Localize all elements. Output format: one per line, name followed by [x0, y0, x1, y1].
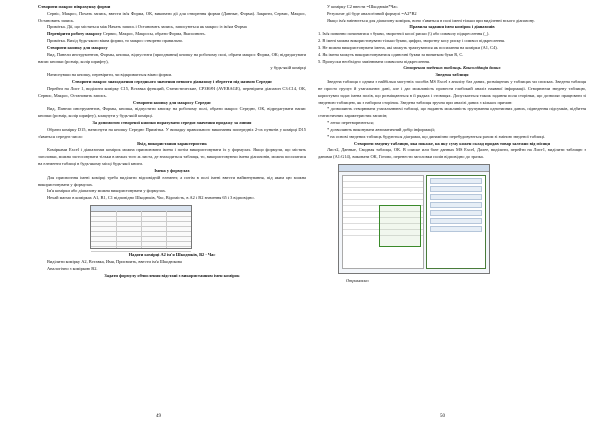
note: Примітка. Дії, що містяться між Начать запись і Остановить запись, записуються як макрос із ім'ям Форма	[47, 24, 247, 30]
heading-pivot-table: Зведена таблиця	[435, 72, 469, 78]
paragraph: Сервіс, Макрос, Почать запись, ввести ім'я Форма, ОК, виконати дії для створення форми (Данные, Форма). Закрити, Сервис, Макрос, Остановить запись.	[38, 10, 306, 23]
paragraph: Виділити комірку A2, Вставка, Имя, Присвоить, ввести ім'я Шкодюкова	[47, 258, 182, 264]
figure-caption: Отримаємо	[346, 278, 369, 284]
heading-names-formulas: Імена у формулах	[154, 167, 190, 173]
heading-names: Вхід, використання характеристик	[137, 140, 207, 146]
paragraph: Якщо ім'я змінюється для діапазону комірок, воно з'явиться в полі імені тільки при виділенні всього діапазону.	[327, 17, 535, 23]
bullet-text: на основі зведених таблиць будуються діаграми, що динамічно перебудовуються разом зі зміною зведеної таблиці.	[330, 133, 546, 139]
heading-average-calc: За допомогою створеної кнопки порахувати середнє значення продажу за липня	[92, 120, 252, 126]
paragraph: Сервис, Макрос, Макросы, обрати Форма, Выполнить.	[102, 31, 206, 37]
paragraph: Перейти на Лист 1, виділити комірку C15, Вставка функций, Статистические, СРЗНАЧ (AVERAGE), перевірити діапазон C3:C14, ОК, Сервис, Макрос, Остановить запись.	[38, 85, 306, 98]
bullet-item: * дозволяють виконувати автоматичний добір інформації;	[327, 126, 436, 132]
paragraph: Ім'я комірки або діапазону можна використовувати у формулах.	[47, 188, 166, 194]
paragraph: Зведена таблиця є одним з найбільш могутніх засобів MS Excel з аналізу баз даних, розміщених у таблицях чи списках. Зведена таблиця не просто групує й узагальнює дані, але і дає можливість провести глибокий аналіз наявної інформації. Створюючи зведену таблицю, користувач задає імена полів, що розміщаються в її рядках і стовпцях. Допускається також задання поля сторінки, що дозволяє працювати зі зведеною таблицею, як з набором сторінок. Зведена таблиця зручна при аналізі даних з кількох причин:	[318, 79, 586, 105]
heading-create-pivot: Створити зведену таблицю, яка покаже, на яку суму кожен склад продав товар залежно від місяця	[354, 140, 550, 146]
paragraph: Вид, Панели инструментов, Формы, кнопка, відпустити кнопку на робочому полі, обрати макрос Середнє, ОК, відредагувати напис кнопки (розмір, колір шрифту), клацнути у будь-якій комірці.	[38, 106, 306, 119]
left-page	[38, 4, 306, 279]
paragraph: Аналогічно з коміркою B2.	[47, 265, 98, 271]
heading-name-cells: Надати комірці A2 ім'я Шкодюків, B2 - Час	[128, 252, 216, 258]
pivot-table-screenshot	[338, 164, 490, 274]
paragraph: Вид, Панели инструментов, Формы, кнопка, відпустити (приєднання) кнопку на робочому полі, обрати макрос Форма, ОК; відредагувати напис кнопки (розмір, колір шрифту),	[38, 51, 306, 64]
page-number: 50	[440, 414, 445, 419]
spreadsheet-screenshot	[90, 205, 192, 249]
rule-item: 2. В імені можна використовувати тільки букви, цифри, зворотну косу риску і символ підкреслення.	[318, 38, 506, 44]
page-number: 49	[156, 414, 161, 419]
bullet-item: * дозволяють створювати узагальнюючі таблиці, що надають можливість групування однотипних даних, підведення підсумків, підбиття статистичних характеристик записів;	[318, 106, 586, 119]
heading-form-macro: Створити макрос піврахунку форми	[38, 4, 111, 9]
rule-item: 3. Не можна використовувати імена, які можуть трактуватися як посилання на комірки (A1, C4).	[318, 44, 498, 50]
heading-naming-rules: Правила задання імен комірок і діапазонів	[409, 24, 495, 30]
paragraph: Натиснувши на кнопку, перевірити, чи відкривається вікно форми.	[47, 72, 173, 78]
paragraph: Результат дії буде аналогічний формулі =A2*B2	[327, 10, 417, 16]
bullet-text: дозволяють виконувати автоматичний добір інформації;	[330, 126, 436, 132]
paragraph-cont: у будь-якій комірці	[270, 65, 306, 71]
bullet-text: легко перетворюються;	[330, 120, 374, 126]
rule-item: 4. Як імена можуть використовуватися одиночні букви за винятком букв R, C.	[318, 51, 464, 57]
heading-average-button: Створити кнопку для макросу Середнє	[133, 99, 211, 105]
heading-macro-button: Створити кнопку для макросу	[47, 44, 108, 50]
heading-average-macro: Створити макрос знаходження середнього значення певного діапазону і зберегти під назвою Середнє	[71, 79, 273, 85]
rule-item: 5. Пропуски необхідно замінювати символом підкреслення.	[318, 58, 430, 64]
note: Примітка. Вихід будь-якого вікна форми, то макрос створено правильно.	[47, 38, 184, 44]
heading-check-macro: Перевірити роботу макросу	[47, 31, 102, 37]
right-page	[318, 4, 586, 290]
paragraph: У комірку C2 ввести =Шкодюків*Час.	[327, 4, 399, 9]
paragraph: Обрати комірку D15, натиснути на кнопку Середнє Примітка. У випадку правильного виконання попередніх 2-ох пунктів у комірці D15 з'явиться середнє число	[38, 126, 306, 139]
paragraph: Лист2, Данные, Сводная таблица, ОК. В списке или базе данных MS Excel, Далее, виділити, перейти на Лист1, виділити таблицю з даними (A1:G14), виконати ОК, Готово, перенести заголовки полів відповідно до зразка.	[318, 147, 586, 160]
paragraph: Комірками Excel і діапазонам комірок можна присвоювати імена і потім використовувати їх у формулах. Якщо формули, що містять заголовки, можна застосовувати тільки в межах того ж листа, де знаходиться таблиця, то, використовуючи імена діапазонів, можна посилатися на елементи таблиці в будь-якому місці будь-якої книги.	[38, 147, 306, 167]
paragraph: Для присвоєння імені комірці треба виділити відповідній елемент, а потім в полі імені ввести найменування, під яким цю можна використовувати у формулах.	[38, 174, 306, 187]
bullet-item: * на основі зведених таблиць будуються діаграми, що динамічно перебудовуються разом зі зміною зведеної таблиці.	[327, 133, 546, 139]
heading-pivot-tables: Створення зведених таблиць. Консолідація даних	[403, 65, 501, 71]
bullet-text: дозволяють створювати узагальнюючі таблиці, що надають можливість групування однотипних даних, підведення підсумків, підбиття статистичних характеристик записів;	[318, 106, 586, 119]
bullet-item: * легко перетворюються;	[327, 120, 374, 126]
rule-item: 1. Ім'я повинно починатися з букви, зворотної косої риски (\) або символу підкреслення (_).	[318, 31, 490, 37]
heading-formula-names: Задати формулу обчислення відстані з використанням імен комірок	[104, 272, 240, 278]
paragraph: Нехай маємо в комірках A1, B1, C1 відповідно Шкодюків, Час, Відомість, в A2 і B2 значення 65 і 3 відповідно.	[47, 195, 255, 201]
